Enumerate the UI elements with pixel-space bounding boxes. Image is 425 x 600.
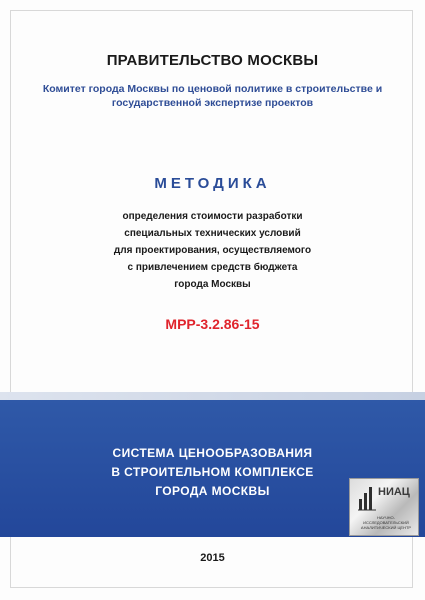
niac-logo: [349, 478, 419, 536]
system-title: [70, 444, 355, 501]
building-chart-icon: [358, 485, 376, 511]
method-description: [40, 208, 385, 293]
method-line: для проектирования, осуществляемого: [113, 245, 312, 256]
logo-subtitle: НАУЧНО-ИССЛЕДОВАТЕЛЬСКИЙ АНАЛИТИЧЕСКИЙ ЦЕНТР: [360, 515, 412, 530]
method-title: МЕТОДИКА: [154, 175, 271, 192]
system-line: В СТРОИТЕЛЬНОМ КОМПЛЕКСЕ: [111, 465, 314, 479]
logo-name: НИАЦ: [378, 486, 410, 498]
method-line: специальных технических условий: [124, 228, 301, 239]
system-line: СИСТЕМА ЦЕНООБРАЗОВАНИЯ: [112, 446, 313, 460]
method-line: с привлечением средств бюджета: [127, 262, 298, 273]
committee-name: Комитет города Москвы по ценовой политике в строительстве и государственной экспертизе проектов: [42, 83, 383, 109]
publication-year: 2015: [200, 552, 225, 564]
system-line: ГОРОДА МОСКВЫ: [155, 484, 270, 498]
document-code: МРР-3.2.86-15: [165, 316, 260, 332]
method-line: города Москвы: [174, 279, 251, 290]
government-title: ПРАВИТЕЛЬСТВО МОСКВЫ: [106, 52, 319, 69]
method-line: определения стоимости разработки: [122, 211, 303, 222]
